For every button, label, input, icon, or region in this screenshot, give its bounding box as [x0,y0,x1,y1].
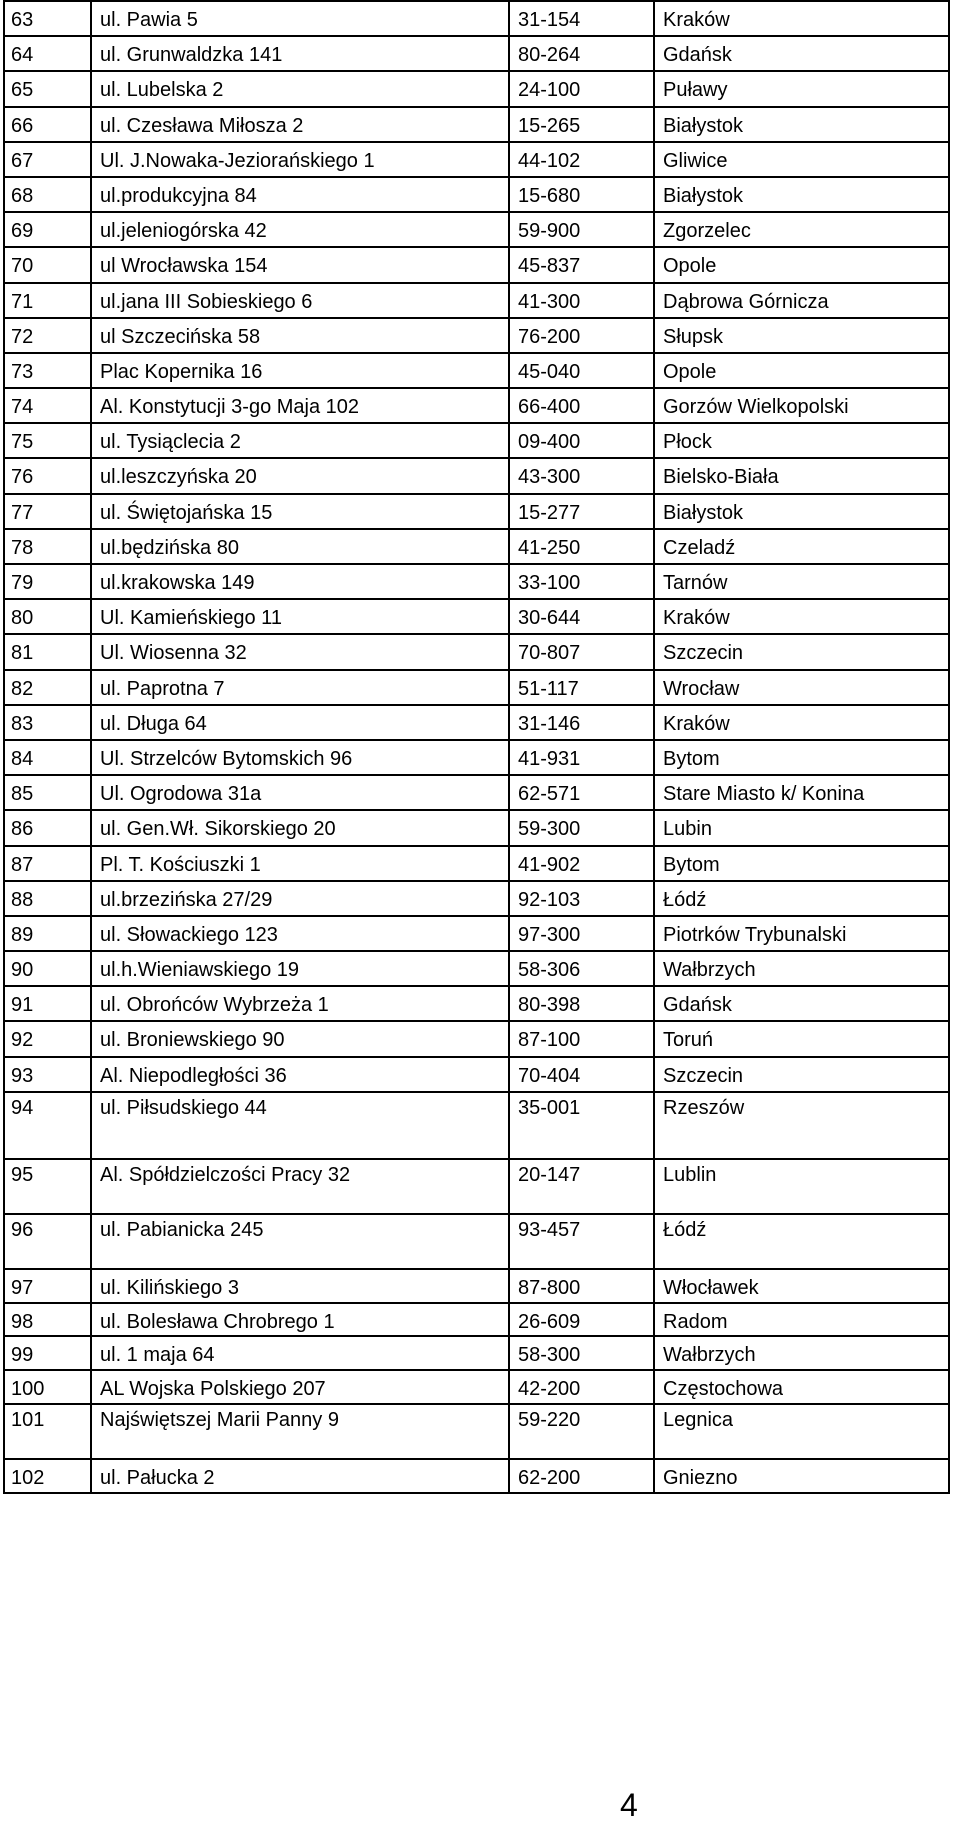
street-address-cell: ul. Pabianicka 245 [91,1214,509,1269]
row-number-cell: 98 [4,1303,91,1337]
street-address-cell: Ul. Kamieńskiego 11 [91,599,509,634]
city-cell: Gliwice [654,142,949,177]
table-row [4,1159,949,1214]
city-cell: Legnica [654,1404,949,1459]
postal-code-cell: 31-154 [509,1,654,36]
row-number-cell: 92 [4,1021,91,1056]
street-address-cell: Al. Niepodległości 36 [91,1057,509,1092]
row-number-cell: 73 [4,353,91,388]
postal-code-cell: 70-404 [509,1057,654,1092]
row-number-cell: 95 [4,1159,91,1214]
row-number-cell: 70 [4,247,91,282]
city-cell: Radom [654,1303,949,1337]
street-address-cell: ul.brzezińska 27/29 [91,881,509,916]
city-cell: Zgorzelec [654,212,949,247]
table-row [4,564,949,599]
street-address-cell: ul.produkcyjna 84 [91,177,509,212]
row-number-cell: 93 [4,1057,91,1092]
street-address-cell: ul Szczecińska 58 [91,318,509,353]
city-cell: Tarnów [654,564,949,599]
postal-code-cell: 62-200 [509,1459,654,1493]
city-cell: Lublin [654,1159,949,1214]
postal-code-cell: 62-571 [509,775,654,810]
row-number-cell: 99 [4,1336,91,1370]
postal-code-cell: 70-807 [509,634,654,669]
postal-code-cell: 44-102 [509,142,654,177]
city-cell: Białystok [654,494,949,529]
postal-code-cell: 87-800 [509,1269,654,1303]
postal-code-cell: 93-457 [509,1214,654,1269]
city-cell: Szczecin [654,634,949,669]
postal-code-cell: 92-103 [509,881,654,916]
table-row [4,916,949,951]
table-row [4,494,949,529]
postal-code-cell: 31-146 [509,705,654,740]
table-row [4,1057,949,1092]
city-cell: Wałbrzych [654,1336,949,1370]
postal-code-cell: 43-300 [509,458,654,493]
postal-code-cell: 41-300 [509,283,654,318]
row-number-cell: 75 [4,423,91,458]
street-address-cell: ul. Broniewskiego 90 [91,1021,509,1056]
table-row [4,1459,949,1493]
row-number-cell: 72 [4,318,91,353]
street-address-cell: ul. Długa 64 [91,705,509,740]
city-cell: Wałbrzych [654,951,949,986]
row-number-cell: 94 [4,1092,91,1159]
postal-code-cell: 41-250 [509,529,654,564]
street-address-cell: ul. Bolesława Chrobrego 1 [91,1303,509,1337]
postal-code-cell: 59-900 [509,212,654,247]
street-address-cell: ul. 1 maja 64 [91,1336,509,1370]
table-row [4,36,949,71]
row-number-cell: 67 [4,142,91,177]
street-address-cell: ul. Słowackiego 123 [91,916,509,951]
street-address-cell: ul. Kilińskiego 3 [91,1269,509,1303]
postal-code-cell: 45-837 [509,247,654,282]
postal-code-cell: 30-644 [509,599,654,634]
postal-code-cell: 58-306 [509,951,654,986]
row-number-cell: 91 [4,986,91,1021]
table-row [4,1303,949,1337]
postal-code-cell: 51-117 [509,670,654,705]
street-address-cell: ul. Obrońców Wybrzeża 1 [91,986,509,1021]
row-number-cell: 102 [4,1459,91,1493]
city-cell: Kraków [654,705,949,740]
street-address-cell: ul. Świętojańska 15 [91,494,509,529]
street-address-cell: Ul. J.Nowaka-Jeziorańskiego 1 [91,142,509,177]
street-address-cell: ul. Pawia 5 [91,1,509,36]
postal-code-cell: 41-931 [509,740,654,775]
street-address-cell: ul.leszczyńska 20 [91,458,509,493]
table-row [4,810,949,845]
street-address-cell: ul.krakowska 149 [91,564,509,599]
row-number-cell: 82 [4,670,91,705]
street-address-cell: ul. Grunwaldzka 141 [91,36,509,71]
city-cell: Bielsko-Biała [654,458,949,493]
street-address-cell: Plac Kopernika 16 [91,353,509,388]
table-row [4,1214,949,1269]
row-number-cell: 97 [4,1269,91,1303]
row-number-cell: 89 [4,916,91,951]
row-number-cell: 80 [4,599,91,634]
postal-code-cell: 41-902 [509,846,654,881]
street-address-cell: ul. Paprotna 7 [91,670,509,705]
row-number-cell: 90 [4,951,91,986]
postal-code-cell: 58-300 [509,1336,654,1370]
table-row [4,1,949,36]
city-cell: Piotrków Trybunalski [654,916,949,951]
table-row [4,986,949,1021]
postal-code-cell: 15-277 [509,494,654,529]
postal-code-cell: 87-100 [509,1021,654,1056]
street-address-cell: Pl. T. Kościuszki 1 [91,846,509,881]
table-row [4,353,949,388]
city-cell: Słupsk [654,318,949,353]
street-address-cell: Ul. Strzelców Bytomskich 96 [91,740,509,775]
street-address-cell: ul.h.Wieniawskiego 19 [91,951,509,986]
table-row [4,107,949,142]
table-row [4,1092,949,1159]
city-cell: Płock [654,423,949,458]
postal-code-cell: 33-100 [509,564,654,599]
postal-code-cell: 97-300 [509,916,654,951]
city-cell: Częstochowa [654,1370,949,1404]
table-row [4,1336,949,1370]
table-row [4,740,949,775]
table-row [4,846,949,881]
row-number-cell: 79 [4,564,91,599]
city-cell: Opole [654,247,949,282]
address-table-body [4,1,949,1493]
street-address-cell: Najświętszej Marii Panny 9 [91,1404,509,1459]
city-cell: Bytom [654,846,949,881]
city-cell: Czeladź [654,529,949,564]
row-number-cell: 101 [4,1404,91,1459]
street-address-cell: ul.będzińska 80 [91,529,509,564]
city-cell: Łódź [654,1214,949,1269]
postal-code-cell: 24-100 [509,71,654,106]
table-row [4,881,949,916]
row-number-cell: 87 [4,846,91,881]
street-address-cell: ul. Gen.Wł. Sikorskiego 20 [91,810,509,845]
row-number-cell: 78 [4,529,91,564]
table-row [4,318,949,353]
street-address-cell: ul.jana III Sobieskiego 6 [91,283,509,318]
row-number-cell: 69 [4,212,91,247]
city-cell: Białystok [654,107,949,142]
row-number-cell: 96 [4,1214,91,1269]
street-address-cell: ul. Czesława Miłosza 2 [91,107,509,142]
street-address-cell: Ul. Ogrodowa 31a [91,775,509,810]
table-row [4,177,949,212]
postal-code-cell: 45-040 [509,353,654,388]
table-row [4,283,949,318]
city-cell: Białystok [654,177,949,212]
city-cell: Opole [654,353,949,388]
postal-code-cell: 42-200 [509,1370,654,1404]
city-cell: Kraków [654,599,949,634]
city-cell: Lubin [654,810,949,845]
table-row [4,388,949,423]
street-address-cell: ul Wrocławska 154 [91,247,509,282]
street-address-cell: Ul. Wiosenna 32 [91,634,509,669]
table-row [4,951,949,986]
street-address-cell: ul. Tysiąclecia 2 [91,423,509,458]
row-number-cell: 65 [4,71,91,106]
street-address-cell: Al. Spółdzielczości Pracy 32 [91,1159,509,1214]
city-cell: Wrocław [654,670,949,705]
row-number-cell: 64 [4,36,91,71]
table-row [4,212,949,247]
postal-code-cell: 15-680 [509,177,654,212]
row-number-cell: 77 [4,494,91,529]
city-cell: Gorzów Wielkopolski [654,388,949,423]
city-cell: Rzeszów [654,1092,949,1159]
page-number: 4 [620,1787,638,1823]
row-number-cell: 63 [4,1,91,36]
city-cell: Łódź [654,881,949,916]
row-number-cell: 85 [4,775,91,810]
street-address-cell: ul. Pałucka 2 [91,1459,509,1493]
table-row [4,142,949,177]
table-row [4,1269,949,1303]
city-cell: Stare Miasto k/ Konina [654,775,949,810]
table-row [4,247,949,282]
table-row [4,71,949,106]
postal-code-cell: 20-147 [509,1159,654,1214]
row-number-cell: 100 [4,1370,91,1404]
city-cell: Toruń [654,1021,949,1056]
postal-code-cell: 76-200 [509,318,654,353]
city-cell: Bytom [654,740,949,775]
row-number-cell: 83 [4,705,91,740]
table-row [4,634,949,669]
table-row [4,458,949,493]
row-number-cell: 88 [4,881,91,916]
table-row [4,423,949,458]
table-row [4,1370,949,1404]
table-row [4,670,949,705]
row-number-cell: 76 [4,458,91,493]
table-row [4,1021,949,1056]
row-number-cell: 66 [4,107,91,142]
postal-code-cell: 15-265 [509,107,654,142]
postal-code-cell: 35-001 [509,1092,654,1159]
address-table [3,0,950,1494]
city-cell: Gniezno [654,1459,949,1493]
row-number-cell: 74 [4,388,91,423]
street-address-cell: ul. Lubelska 2 [91,71,509,106]
postal-code-cell: 59-300 [509,810,654,845]
postal-code-cell: 09-400 [509,423,654,458]
postal-code-cell: 80-398 [509,986,654,1021]
postal-code-cell: 66-400 [509,388,654,423]
city-cell: Puławy [654,71,949,106]
row-number-cell: 71 [4,283,91,318]
row-number-cell: 68 [4,177,91,212]
street-address-cell: ul. Piłsudskiego 44 [91,1092,509,1159]
row-number-cell: 81 [4,634,91,669]
city-cell: Gdańsk [654,986,949,1021]
postal-code-cell: 26-609 [509,1303,654,1337]
table-row [4,1404,949,1459]
postal-code-cell: 80-264 [509,36,654,71]
city-cell: Szczecin [654,1057,949,1092]
street-address-cell: ul.jeleniogórska 42 [91,212,509,247]
row-number-cell: 84 [4,740,91,775]
city-cell: Kraków [654,1,949,36]
table-row [4,705,949,740]
table-row [4,599,949,634]
city-cell: Gdańsk [654,36,949,71]
table-row [4,775,949,810]
city-cell: Dąbrowa Górnicza [654,283,949,318]
street-address-cell: AL Wojska Polskiego 207 [91,1370,509,1404]
row-number-cell: 86 [4,810,91,845]
table-row [4,529,949,564]
postal-code-cell: 59-220 [509,1404,654,1459]
city-cell: Włocławek [654,1269,949,1303]
street-address-cell: Al. Konstytucji 3-go Maja 102 [91,388,509,423]
